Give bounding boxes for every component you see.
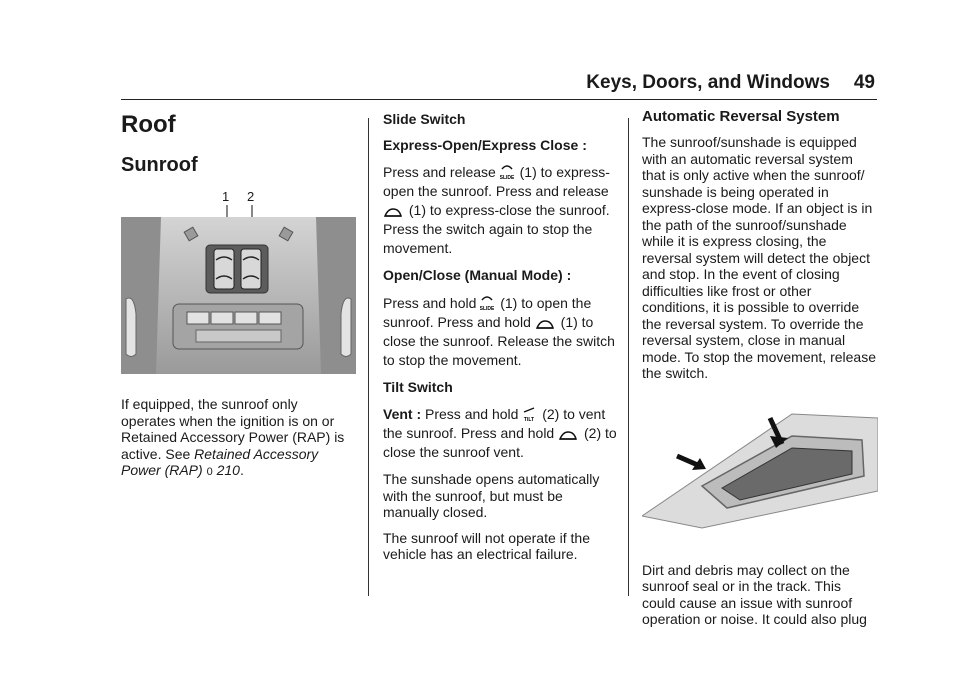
column-1 (121, 105, 356, 490)
sunroof-track-figure (642, 396, 878, 556)
sunshade-paragraph: The sunshade opens automatically with the sunroof, but must be manually closed. (383, 471, 600, 520)
heading-roof: Roof (121, 111, 176, 138)
electrical-failure-paragraph: The sunroof will not operate if the vehicle has an electrical failure. (383, 529, 591, 562)
slide-switch-heading: Slide Switch (383, 111, 466, 127)
slide-close-icon (383, 206, 403, 220)
manual-mode-paragraph: Press and hold SLIDE (1) to open the sunroof. Press and hold (1) to close the sunroof. Release the switch to stop the movement. (383, 294, 615, 368)
section-title: Keys, Doors, and Windows (586, 72, 830, 93)
sunroof-switch-figure (121, 189, 356, 384)
callout-1: 1 (222, 189, 230, 204)
svg-text:TILT: TILT (524, 417, 535, 423)
column-2 (383, 111, 618, 572)
vent-paragraph: Vent : Press and hold TILT (2) to vent the sunroof. Press and hold (2) to close the sunroof vent. (383, 406, 617, 460)
svg-text:SLIDE: SLIDE (480, 305, 495, 312)
express-heading: Express-Open/Express Close : (383, 136, 587, 153)
column-3 (642, 108, 878, 637)
slide-close-icon (535, 318, 555, 332)
slide-open-icon (480, 293, 494, 313)
overhead-console-illustration (121, 189, 356, 384)
header-rule (121, 99, 877, 100)
page-number: 49 (853, 72, 875, 93)
tilt-switch-heading: Tilt Switch (383, 378, 453, 395)
slide-open-icon (500, 162, 514, 182)
rap-link[interactable]: Retained Accessory Power (RAP) (121, 445, 319, 478)
column-divider-2 (628, 118, 629, 596)
callout-2: 2 (247, 189, 255, 204)
manual-mode-heading: Open/Close (Manual Mode) : (383, 267, 572, 283)
tilt-vent-icon (522, 404, 536, 424)
sunroof-seal-illustration (642, 396, 878, 556)
heading-sunroof: Sunroof (121, 154, 198, 176)
express-paragraph: Press and release SLIDE (1) to express-open the sunroof. Press and release (1) to express-close the sunroof. Press the switch again to stop the movement. (383, 164, 610, 256)
sunroof-availability-paragraph: If equipped, the sunroof only operates when the ignition is on or Retained Accessory Power (RAP) is active. See Retained Accessory Power (RAP) 0 210. (121, 396, 345, 478)
column-divider-1 (368, 118, 369, 596)
automatic-reversal-paragraph: The sunroof/sunshade is equipped with an automatic reversal system that is only active when the sunroof/ sunshade is being operated in express-close mode. If an object is in the path of the sunroof/sunshade while it is express closing, the reversal system will detect the object and stop. In the event of closing difficulties like frost or other conditions, it is possible to override the reversal system. To override the reversal system, close in manual mode. To stop the movement, release the switch. (642, 134, 876, 381)
debris-paragraph: Dirt and debris may collect on the sunroof seal or in the track. This could cause an issue with sunroof operation or noise. It could also plug (642, 561, 867, 627)
page-ref-symbol: 0 (206, 466, 213, 478)
svg-text:SLIDE: SLIDE (499, 175, 514, 181)
tilt-close-icon (558, 429, 578, 443)
page-ref[interactable]: 210 (216, 462, 240, 478)
automatic-reversal-heading: Automatic Reversal System (642, 108, 840, 125)
